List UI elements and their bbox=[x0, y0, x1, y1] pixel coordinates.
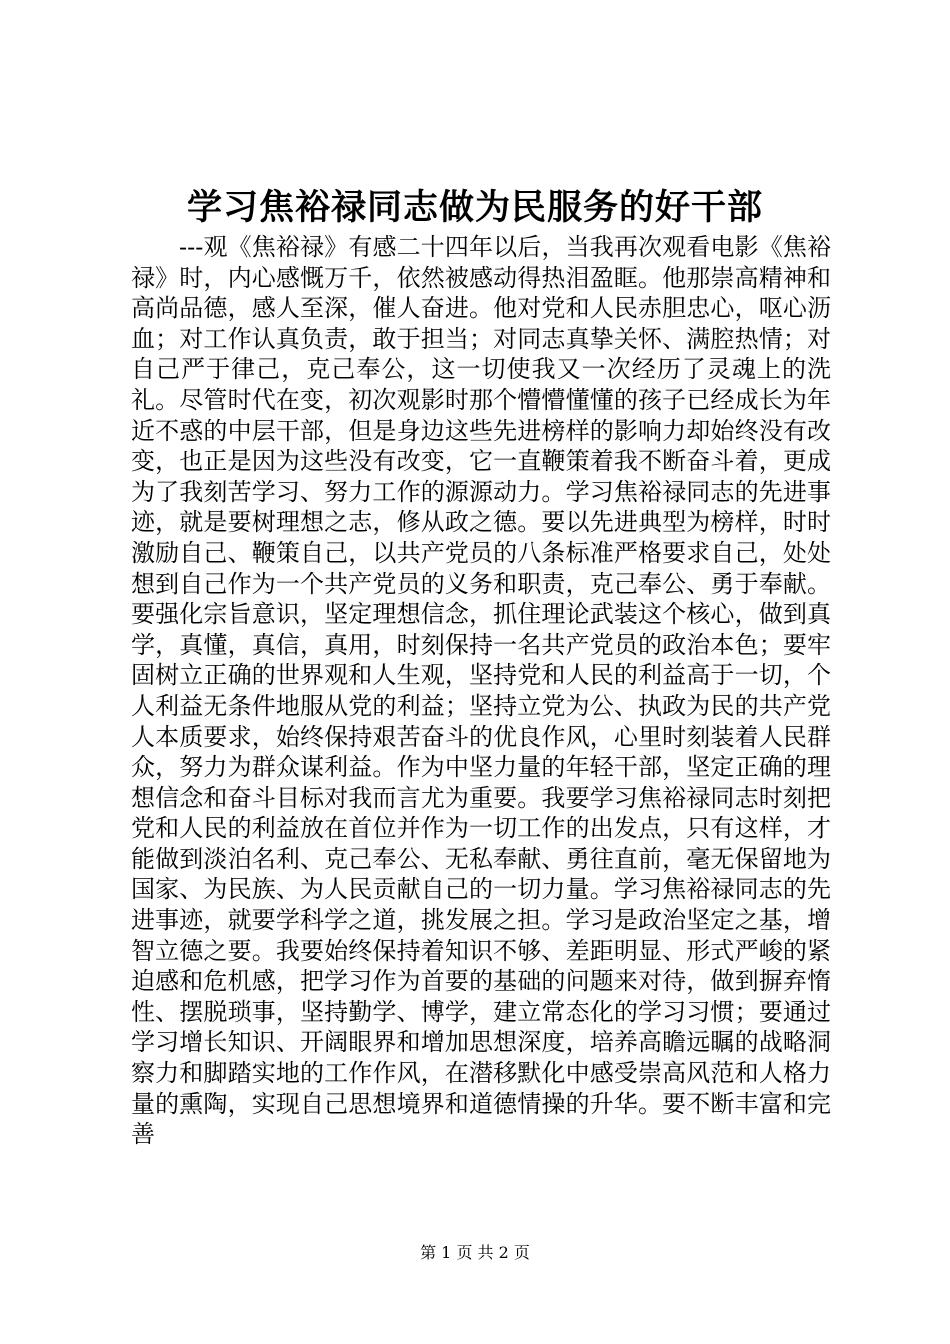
page-footer: 第 1 页 共 2 页 bbox=[420, 1243, 530, 1262]
document-body: ---观《焦裕禄》有感二十四年以后，当我再次观看电影《焦裕禄》时，内心感慨万千，依然被感动得热泪盈眶。他那崇高精神和高尚品德，感人至深，催人奋进。他对党和人民赤胆忠心，呕心沥血；对工作认真负责，敢于担当；对同志真挚关怀、满腔热情；对自己严于律己，克己奉公，这一切使我又一次经历了灵魂上的洗礼。尽管时代在变，初次观影时那个懵懵懂懂的孩子已经成长为年近不惑的中层干部，但是身边这些先进榜样的影响力却始终没有改变，也正是因为这些没有改变，它一直鞭策着我不断奋斗着，更成为了我刻苦学习、努力工作的源源动力。学习焦裕禄同志的先进事迹，就是要树理想之志，修从政之德。要以先进典型为榜样，时时激励自己、鞭策自己，以共产党员的八条标准严格要求自己，处处想到自己作为一个共产党员的义务和职责，克己奉公、勇于奉献。要强化宗旨意识，坚定理想信念，抓住理论武装这个核心，做到真学，真懂，真信，真用，时刻保持一名共产党员的政治本色；要牢固树立正确的世界观和人生观，坚持党和人民的利益高于一切，个人利益无条件地服从党的利益；坚持立党为公、执政为民的共产党人本质要求，始终保持艰苦奋斗的优良作风，心里时刻装着人民群众，努力为群众谋利益。作为中坚力量的年轻干部，坚定正确的理想信念和奋斗目标对我而言尤为重要。我要学习焦裕禄同志时刻把党和人民的利益放在首位并作为一切工作的出发点，只有这样，才能做到淡泊名利、克己奉公、无私奉献、勇往直前，毫无保留地为国家、为民族、为人民贡献自己的一切力量。学习焦裕禄同志的先进事迹，就要学科学之道，挑发展之担。学习是政治坚定之基，增智立德之要。我要始终保持着知识不够、差距明显、形式严峻的紧迫感和危机感，把学习作为首要的基础的问题来对待，做到摒弃惰性、摆脱琐事，坚持勤学、博学，建立常态化的学习习惯；要通过学习增长知识、开阔眼界和增加思想深度，培养高瞻远瞩的战略洞察力和脚踏实地的工作作风，在潜移默化中感受崇高风范和人格力量的熏陶，实现自己思想境界和道德情操的升华。要不断丰富和完善 bbox=[131, 233, 831, 1149]
document-title: 学习焦裕禄同志做为民服务的好干部 bbox=[186, 187, 763, 228]
